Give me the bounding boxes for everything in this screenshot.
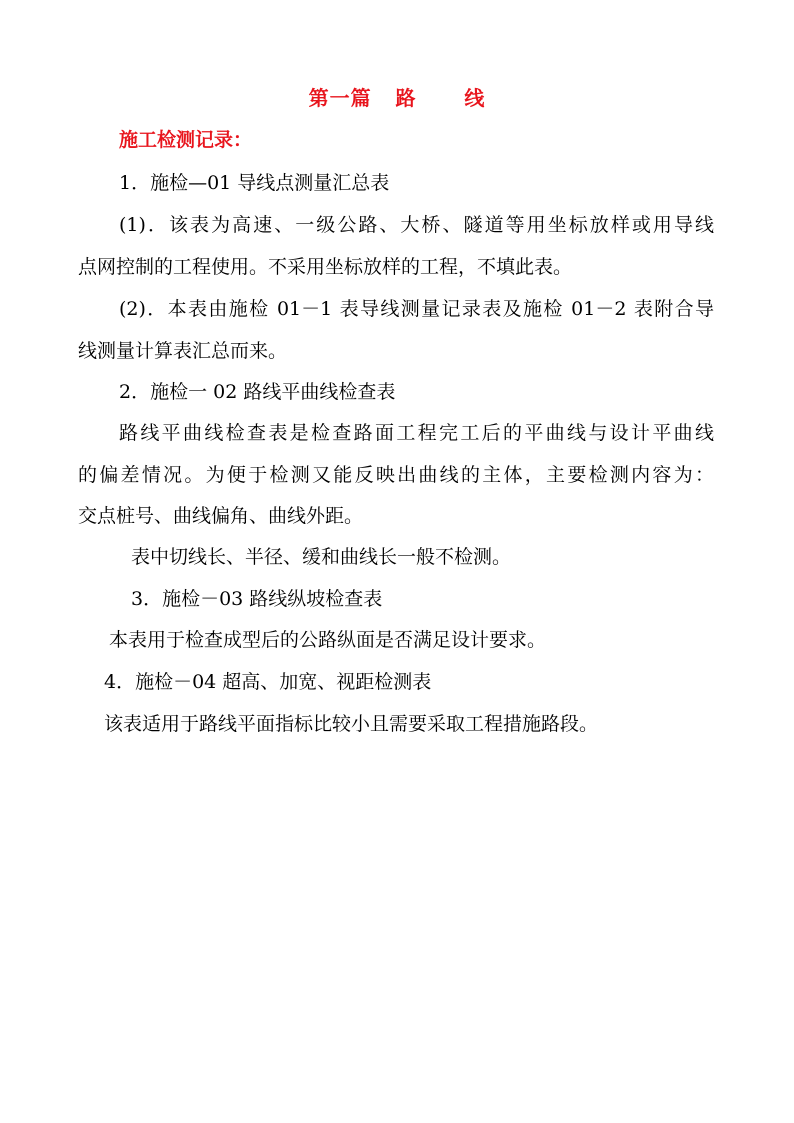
paragraph-line: (2)．本表由施检 01－1 表导线测量记录表及施检 01－2 表附合导 xyxy=(119,298,714,320)
item-heading-4: 4．施检－04 超高、加宽、视距检测表 xyxy=(104,671,432,693)
page-title: 第一篇 路 线 xyxy=(308,86,486,110)
paragraph-line: 交点桩号、曲线偏角、曲线外距。 xyxy=(78,505,364,527)
paragraph-line: 的偏差情况。为便于检测又能反映出曲线的主体，主要检测内容为： xyxy=(78,464,714,486)
paragraph-line: 点网控制的工程使用。不采用坐标放样的工程，不填此表。 xyxy=(78,256,573,278)
paragraph-line: 线测量计算表汇总而来。 xyxy=(78,340,288,362)
paragraph-line: 本表用于检查成型后的公路纵面是否满足设计要求。 xyxy=(109,629,547,651)
paragraph-line: 表中切线长、半径、缓和曲线长一般不检测。 xyxy=(131,546,512,568)
section-subtitle: 施工检测记录： xyxy=(119,129,253,151)
paragraph-line: (1)．该表为高速、一级公路、大桥、隧道等用坐标放样或用导线 xyxy=(119,214,714,236)
item-heading-3: 3．施检－03 路线纵坡检查表 xyxy=(131,588,383,610)
paragraph-line: 路线平曲线检查表是检查路面工程完工后的平曲线与设计平曲线 xyxy=(119,422,714,444)
paragraph-line: 该表适用于路线平面指标比较小且需要采取工程措施路段。 xyxy=(104,713,599,735)
item-heading-1: 1．施检—01 导线点测量汇总表 xyxy=(119,172,390,194)
item-heading-2: 2．施检一 02 路线平曲线检查表 xyxy=(119,381,396,403)
